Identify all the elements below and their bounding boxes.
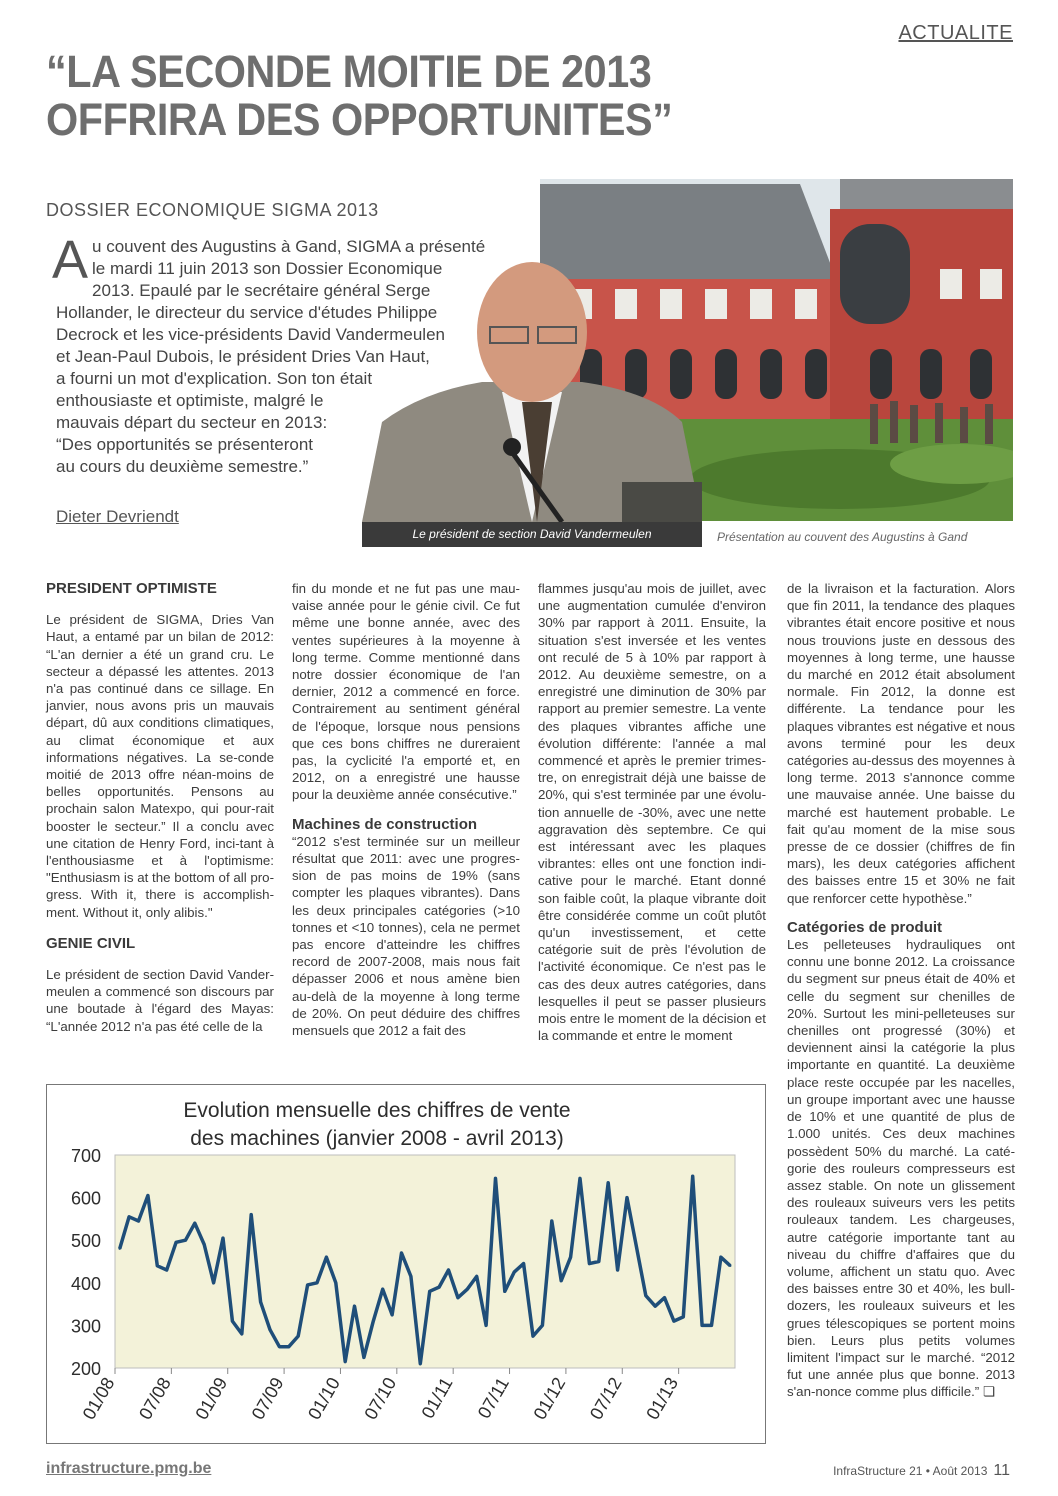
data-point	[194, 1222, 196, 1224]
data-point	[532, 1335, 534, 1337]
data-point	[156, 1265, 158, 1267]
data-point	[316, 1282, 318, 1284]
data-point	[579, 1177, 581, 1179]
y-tick-label: 500	[70, 1231, 101, 1252]
data-point	[250, 1213, 252, 1215]
subheading-machines-construction: Machines de construction	[292, 815, 478, 833]
x-tick-label: 07/10	[360, 1374, 401, 1424]
data-point	[147, 1194, 149, 1196]
data-point	[175, 1241, 177, 1243]
data-point	[635, 1245, 637, 1247]
paragraph: fin du monde et ne fut pas une mau-vaise année pour le génie civil. Ce fut même une bonne année, avec des ventes supérieures à la moyenne à long terme. Comme mentionné dans notre dossier économique de l'an dernier, 2012 a commencé en force. Contrairement au sentiment général de l'époque, lorsque nous pensions que ces bons chiffres ne dureraient pas, la cyclicité l'a emporté et, en 2012, on a enregistré une hausse pour la deuxième année consécutive.”	[292, 581, 520, 803]
data-point	[710, 1324, 712, 1326]
subheading-genie-civil: GENIE CIVIL	[46, 934, 136, 952]
data-point	[363, 1356, 365, 1358]
intro-line: Hollander, le directeur du service d'études Philippe	[56, 303, 438, 322]
data-point	[419, 1363, 421, 1365]
data-point	[541, 1324, 543, 1326]
x-tick-label: 01/13	[642, 1374, 683, 1424]
website-link[interactable]: infrastructure.pmg.be	[46, 1460, 212, 1477]
dossier-title: DOSSIER ECONOMIQUE SIGMA 2013	[46, 200, 379, 220]
data-point	[513, 1271, 515, 1273]
data-point	[466, 1288, 468, 1290]
intro-line: a fourni un mot d'explication. Son ton était	[56, 369, 373, 388]
intro-line: 2013. Epaulé par le secrétaire général Serge	[92, 281, 431, 300]
sales-chart	[46, 1084, 766, 1444]
paragraph	[787, 936, 1015, 1400]
intro-line: le mardi 11 juin 2013 son Dossier Economique	[92, 259, 443, 278]
data-point	[692, 1175, 694, 1177]
data-point	[729, 1265, 731, 1267]
data-point	[485, 1324, 487, 1326]
x-tick-label: 01/09	[191, 1374, 232, 1424]
x-tick-label: 01/11	[417, 1374, 457, 1422]
paragraph-text: Les pelleteuses hydrauliques ont connu une bonne 2012. La croissance du segment sur pneus était de 40% et celle du segment sur chenilles de 20%. Surtout les mini-pelleteuses sur chenilles ont progressé (30%) et deviennent ainsi la catégorie la plus importante en quantité. La deuxième place reste occupée par les nacelles, un groupe important avec une hausse de 10% et une quantité de plus de 1.000 unités. Ces deux machines possèdent 50% du marché. La caté-gorie des rouleurs compresseurs est assez stable. On note un glissement des rouleaux suiveurs vers les petits rouleaux tandem. Les chargeuses, autre catégorie importante tant au niveau du chiffre d'affaires que du volume, affichent un statu quo. Avec des baisses entre 30 et 40%, les bull-dozers, les rouleaux suiveurs et les grues télescopiques se portent moins bien. Leurs plus petits volumes limitent l'impact sur le marché. “2012 fut une année plus que bonne. 2013 s'an-nonce comme plus difficile.”	[787, 937, 1015, 1400]
data-point	[391, 1314, 393, 1316]
data-point	[335, 1282, 337, 1284]
headline-line-1: “LA SECONDE MOITIE DE 2013	[46, 46, 652, 97]
end-mark-icon: ❏	[982, 1384, 995, 1400]
data-point	[278, 1346, 280, 1348]
chart-title-line-2: des machines (janvier 2008 - avril 2013)	[190, 1127, 564, 1150]
data-point	[645, 1294, 647, 1296]
intro-line: au cours du deuxième semestre.”	[56, 457, 309, 476]
data-point	[306, 1284, 308, 1286]
data-point	[410, 1275, 412, 1277]
data-point	[447, 1269, 449, 1271]
paragraph: “2012 s'est terminée sur un meilleur résultat que 2011: avec une progres-sion de pas moins de 19% (sans compter les plaques vibrantes). Dans les deux principales catégories (>10 tonnes et <10 tonnes), cela ne permet pas encore d'atteindre les chiffres record de 2007-2008, mais nous fait dépasser 2006 et nous amène bien au-delà de la moyenne à long terme de 20%. On peut déduire des chiffres mensuels que 2012 a fait des	[292, 833, 520, 1039]
x-tick-label: 01/12	[529, 1374, 570, 1424]
y-tick-label: 600	[70, 1188, 101, 1209]
paragraph: Le président de SIGMA, Dries Van Haut, a entamé par un bilan de 2012: “L'an dernier a été un grand cru. Le secteur a dépassé les attentes. 2013 n'a pas continué dans ce sillage. En janvier, nous avons pris un mauvais départ, dû aux conditions climatiques, au climat économique et aux informations négatives. La se-conde moitié de 2013 offre néan-moins de belles opportunités. Pensons au prochain salon Matexpo, qui pour-rait booster le secteur.” Il a conclu avec une citation de Henry Ford, inci-tant à l'enthousiasme et à l'optimisme: "Enthusiasm is at the bottom of all pro-gress. With it, there is accomplish-ment. Without it, only alibis."	[46, 612, 274, 920]
headline	[46, 48, 745, 144]
x-tick-label: 01/08	[78, 1374, 119, 1424]
data-point	[259, 1301, 261, 1303]
data-point	[457, 1297, 459, 1299]
y-tick-label: 300	[70, 1316, 101, 1337]
data-point	[297, 1335, 299, 1337]
data-point	[372, 1320, 374, 1322]
data-point	[353, 1305, 355, 1307]
article-column-1	[46, 580, 274, 1035]
data-point	[429, 1290, 431, 1292]
intro-line: mauvais départ du secteur en 2013:	[56, 413, 328, 432]
y-tick-label: 400	[70, 1273, 101, 1294]
paragraph: de la livraison et la facturation. Alors que fin 2011, la tendance des plaques vibrantes était encore positive et nous nous trouvions juste en dessous des moyennes à long terme, une hausse du marché en 2012 était absolument normale. Fin 2012, la donne est différente. La tendance pour les plaques vibrantes est négative et nous avons terminé pour les deux catégories au-dessus des moyennes à long terme. 2013 s'annonce comme une mauvaise année. Une baisse du marché est hautement probable. Le fait qu'au moment de la mise sous presse de ce dossier (chiffres de fin mars), les deux catégories affichent des baisses entre 15 et 30% ne fait que renforcer cette hypothèse.”	[787, 581, 1015, 906]
x-tick-label: 07/11	[473, 1374, 514, 1422]
data-point	[137, 1220, 139, 1222]
president-photo-caption: Le président de section David Vandermeulen	[362, 522, 702, 547]
data-point	[212, 1282, 214, 1284]
data-point	[663, 1297, 665, 1299]
data-point	[400, 1252, 402, 1254]
paragraph: flammes jusqu'au mois de juillet, avec une augmentation cumulée d'environ 30% par rapport à 2011. Ensuite, la situation s'est inversée et les ventes ont reculé de 5 à 10% par rapport à 2012. Au deuxième semestre, on a enregistré une diminution de 30% par rapport au premier semestre. La vente des plaques vibrantes affiche une évolution différente: l'année a mal commencé et après le premier trimes-tre, on enregistrait déjà une baisse de 20%, qui s'est terminée par une évolu-tion annuelle de -30%, avec une nette aggravation dès septembre. Ce qui est intéressant avec les plaques vibrantes: elles ont une fonction indi-cative pour le marché. Etant donné son faible coût, la plaque vibrante doit être considérée comme un coût plutôt qu'un investissement, et cette catégorie suit de près l'évolution de l'activité économique. Ce n'est pas le cas des deux autres catégories, dans lesquelles il peut se passer plusieurs mois entre le moment de la décision et la commande et entre le moment	[538, 581, 766, 1044]
page-number: 11	[993, 1462, 1010, 1479]
data-point	[344, 1360, 346, 1362]
data-point	[241, 1333, 243, 1335]
chart-title-line-1: Evolution mensuelle des chiffres de vente	[183, 1099, 571, 1122]
data-point	[673, 1320, 675, 1322]
data-point	[607, 1182, 609, 1184]
intro-line: et Jean-Paul Dubois, le président Dries Van Haut,	[56, 347, 430, 366]
data-point	[551, 1220, 553, 1222]
data-point	[701, 1324, 703, 1326]
convent-photo-caption: Présentation au couvent des Augustins à Gand	[717, 530, 968, 544]
intro-line: enthousiaste et optimiste, malgré le	[56, 391, 324, 410]
intro-line: “Des opportunités se présenteront	[56, 435, 314, 454]
data-point	[720, 1256, 722, 1258]
intro-line: Decrock et les vice-présidents David Vandermeulen	[56, 325, 445, 344]
data-point	[560, 1280, 562, 1282]
x-tick-label: 01/10	[304, 1374, 344, 1424]
x-tick-label: 07/08	[134, 1374, 175, 1424]
author-byline[interactable]: Dieter Devriendt	[56, 507, 179, 526]
data-point	[382, 1288, 384, 1290]
y-tick-label: 700	[70, 1146, 101, 1166]
data-point	[184, 1239, 186, 1241]
section-label: ACTUALITE	[898, 22, 1013, 44]
data-point	[222, 1237, 224, 1239]
data-point	[119, 1248, 121, 1250]
data-point	[476, 1275, 478, 1277]
data-point	[654, 1305, 656, 1307]
data-point	[166, 1269, 168, 1271]
data-point	[504, 1290, 506, 1292]
data-point	[588, 1262, 590, 1264]
data-point	[682, 1316, 684, 1318]
article-column-2	[292, 580, 520, 1039]
intro-paragraph	[52, 230, 486, 478]
data-point	[438, 1286, 440, 1288]
drop-cap: A	[52, 230, 89, 290]
data-point	[616, 1269, 618, 1271]
subheading-categories-produit: Catégories de produit	[787, 918, 943, 936]
data-point	[325, 1256, 327, 1258]
y-tick-label: 200	[70, 1359, 101, 1379]
data-point	[522, 1262, 524, 1264]
data-point	[569, 1256, 571, 1258]
article-column-4	[787, 580, 1015, 1401]
intro-line: u couvent des Augustins à Gand, SIGMA a présenté	[92, 237, 486, 256]
chart-svg	[47, 1085, 765, 1443]
x-tick-label: 07/12	[585, 1374, 626, 1424]
data-point	[598, 1260, 600, 1262]
data-point	[203, 1243, 205, 1245]
data-point	[288, 1346, 290, 1348]
subheading-president-optimiste: PRESIDENT OPTIMISTE	[46, 580, 217, 597]
paragraph: Le président de section David Vander-meulen a commencé son discours par une boutade à l'égard des Mayas: “L'année 2012 n'a pas été celle de la	[46, 967, 274, 1034]
data-point	[128, 1216, 130, 1218]
issue-label: InfraStructure 21 • Août 2013	[833, 1464, 988, 1478]
footer-issue	[833, 1462, 1010, 1480]
data-point	[269, 1329, 271, 1331]
data-point	[494, 1177, 496, 1179]
headline-line-2: OFFRIRA DES OPPORTUNITES”	[46, 94, 673, 145]
data-point	[231, 1320, 233, 1322]
data-point	[626, 1196, 628, 1198]
article-column-3	[538, 580, 766, 1044]
x-tick-label: 07/09	[247, 1374, 288, 1424]
